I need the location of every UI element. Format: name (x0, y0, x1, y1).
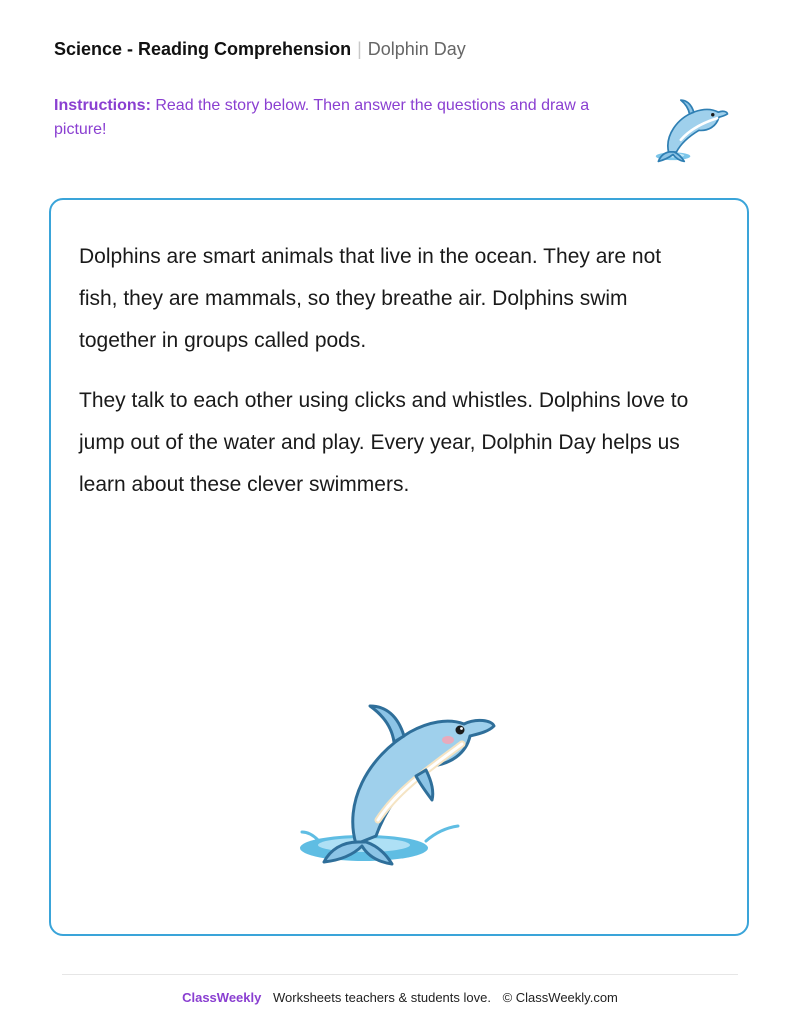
topic-title: Dolphin Day (367, 39, 466, 59)
footer-copyright: © ClassWeekly.com (502, 990, 618, 1005)
story-paragraph: They talk to each other using clicks and whistles. Dolphins love to jump out of the water and play. Every year, Dolphin Day helps us learn about these clever swimmers. (79, 389, 689, 496)
story-box (49, 198, 749, 936)
footer-tagline: Worksheets teachers & students love. (272, 990, 491, 1005)
instructions (54, 94, 614, 142)
footer-brand: ClassWeekly (182, 990, 262, 1005)
footer-divider (62, 974, 738, 975)
instructions-text: Read the story below. Then answer the questions and draw a picture! (54, 97, 590, 138)
dolphin-icon (640, 88, 732, 164)
subject-title: Science - Reading Comprehension (54, 39, 352, 59)
story-paragraph: Dolphins are smart animals that live in the ocean. They are not fish, they are mammals, so they breathe air. Dolphins swim together in groups called pods. (79, 245, 662, 352)
header-separator: | (357, 39, 362, 59)
dolphin-icon (298, 694, 498, 870)
page-header (54, 38, 466, 60)
story-text (79, 236, 689, 524)
instructions-lead: Instructions: (54, 97, 151, 114)
footer (0, 990, 800, 1005)
